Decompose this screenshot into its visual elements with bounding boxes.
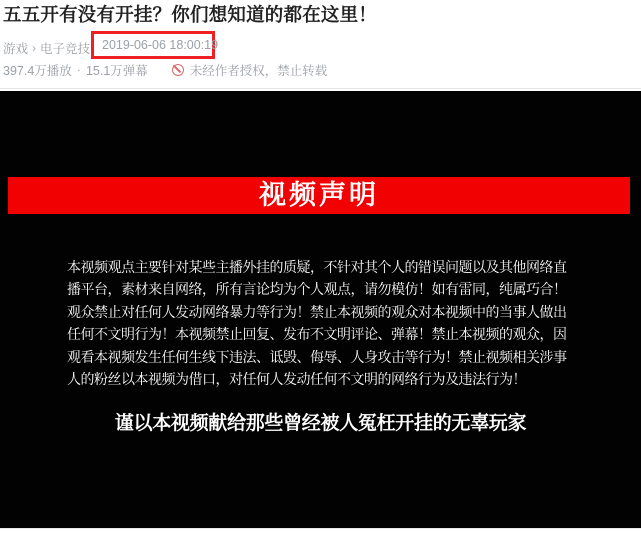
copyright-notice xyxy=(172,61,328,79)
danmaku-count: 15.1万弹幕 xyxy=(85,64,148,78)
statement-line: 人的粉丝以本视频为借口，对任何人发动任何不文明的网络行为及违法行为！ xyxy=(67,371,526,388)
statement-line: 播平台，素材来自网络，所有言论均为个人观点，请勿模仿！如有雷同，纯属巧合！ xyxy=(67,281,567,298)
date-highlight-annotation-box xyxy=(91,31,219,59)
breadcrumb-subcategory-link[interactable]: 电子竞技 xyxy=(40,42,91,56)
publish-date: 2019-06-06 18:00:19 xyxy=(102,38,219,52)
statement-text xyxy=(67,256,567,390)
breadcrumb-category-link[interactable]: 游戏 xyxy=(3,42,29,56)
statement-banner xyxy=(8,177,630,214)
statement-line: 观众禁止对任何人发动网络暴力等行为！禁止本视频的观众对本视频中的当事人做出 xyxy=(67,303,567,320)
view-count: 397.4万播放 xyxy=(3,64,72,78)
page-title: 五五开有没有开挂？你们想知道的都在这里！ xyxy=(3,4,378,25)
video-player[interactable] xyxy=(0,91,641,528)
video-stats xyxy=(3,62,327,78)
breadcrumb xyxy=(3,39,90,57)
stats-separator: · xyxy=(76,63,81,77)
statement-banner-title: 视频声明 xyxy=(259,180,379,210)
bottom-divider xyxy=(0,528,641,529)
statement-line: 本视频观点主要针对某些主播外挂的质疑，不针对其个人的错误问题以及其他网络直 xyxy=(67,259,567,275)
header-divider xyxy=(0,88,641,89)
copyright-notice-text: 未经作者授权，禁止转载 xyxy=(189,64,328,78)
statement-line: 观看本视频发生任何生线下违法、诋毁、侮辱、人身攻击等行为！禁止视频相关涉事 xyxy=(67,348,567,365)
dedication-text: 谨以本视频献给那些曾经被人冤枉开挂的无辜玩家 xyxy=(114,413,527,434)
statement-line: 任何不文明行为！本视频禁止回复、发布不文明评论、弹幕！禁止本视频的观众，因 xyxy=(67,326,567,343)
breadcrumb-separator: › xyxy=(32,41,37,55)
circle-slash-icon xyxy=(172,64,184,76)
